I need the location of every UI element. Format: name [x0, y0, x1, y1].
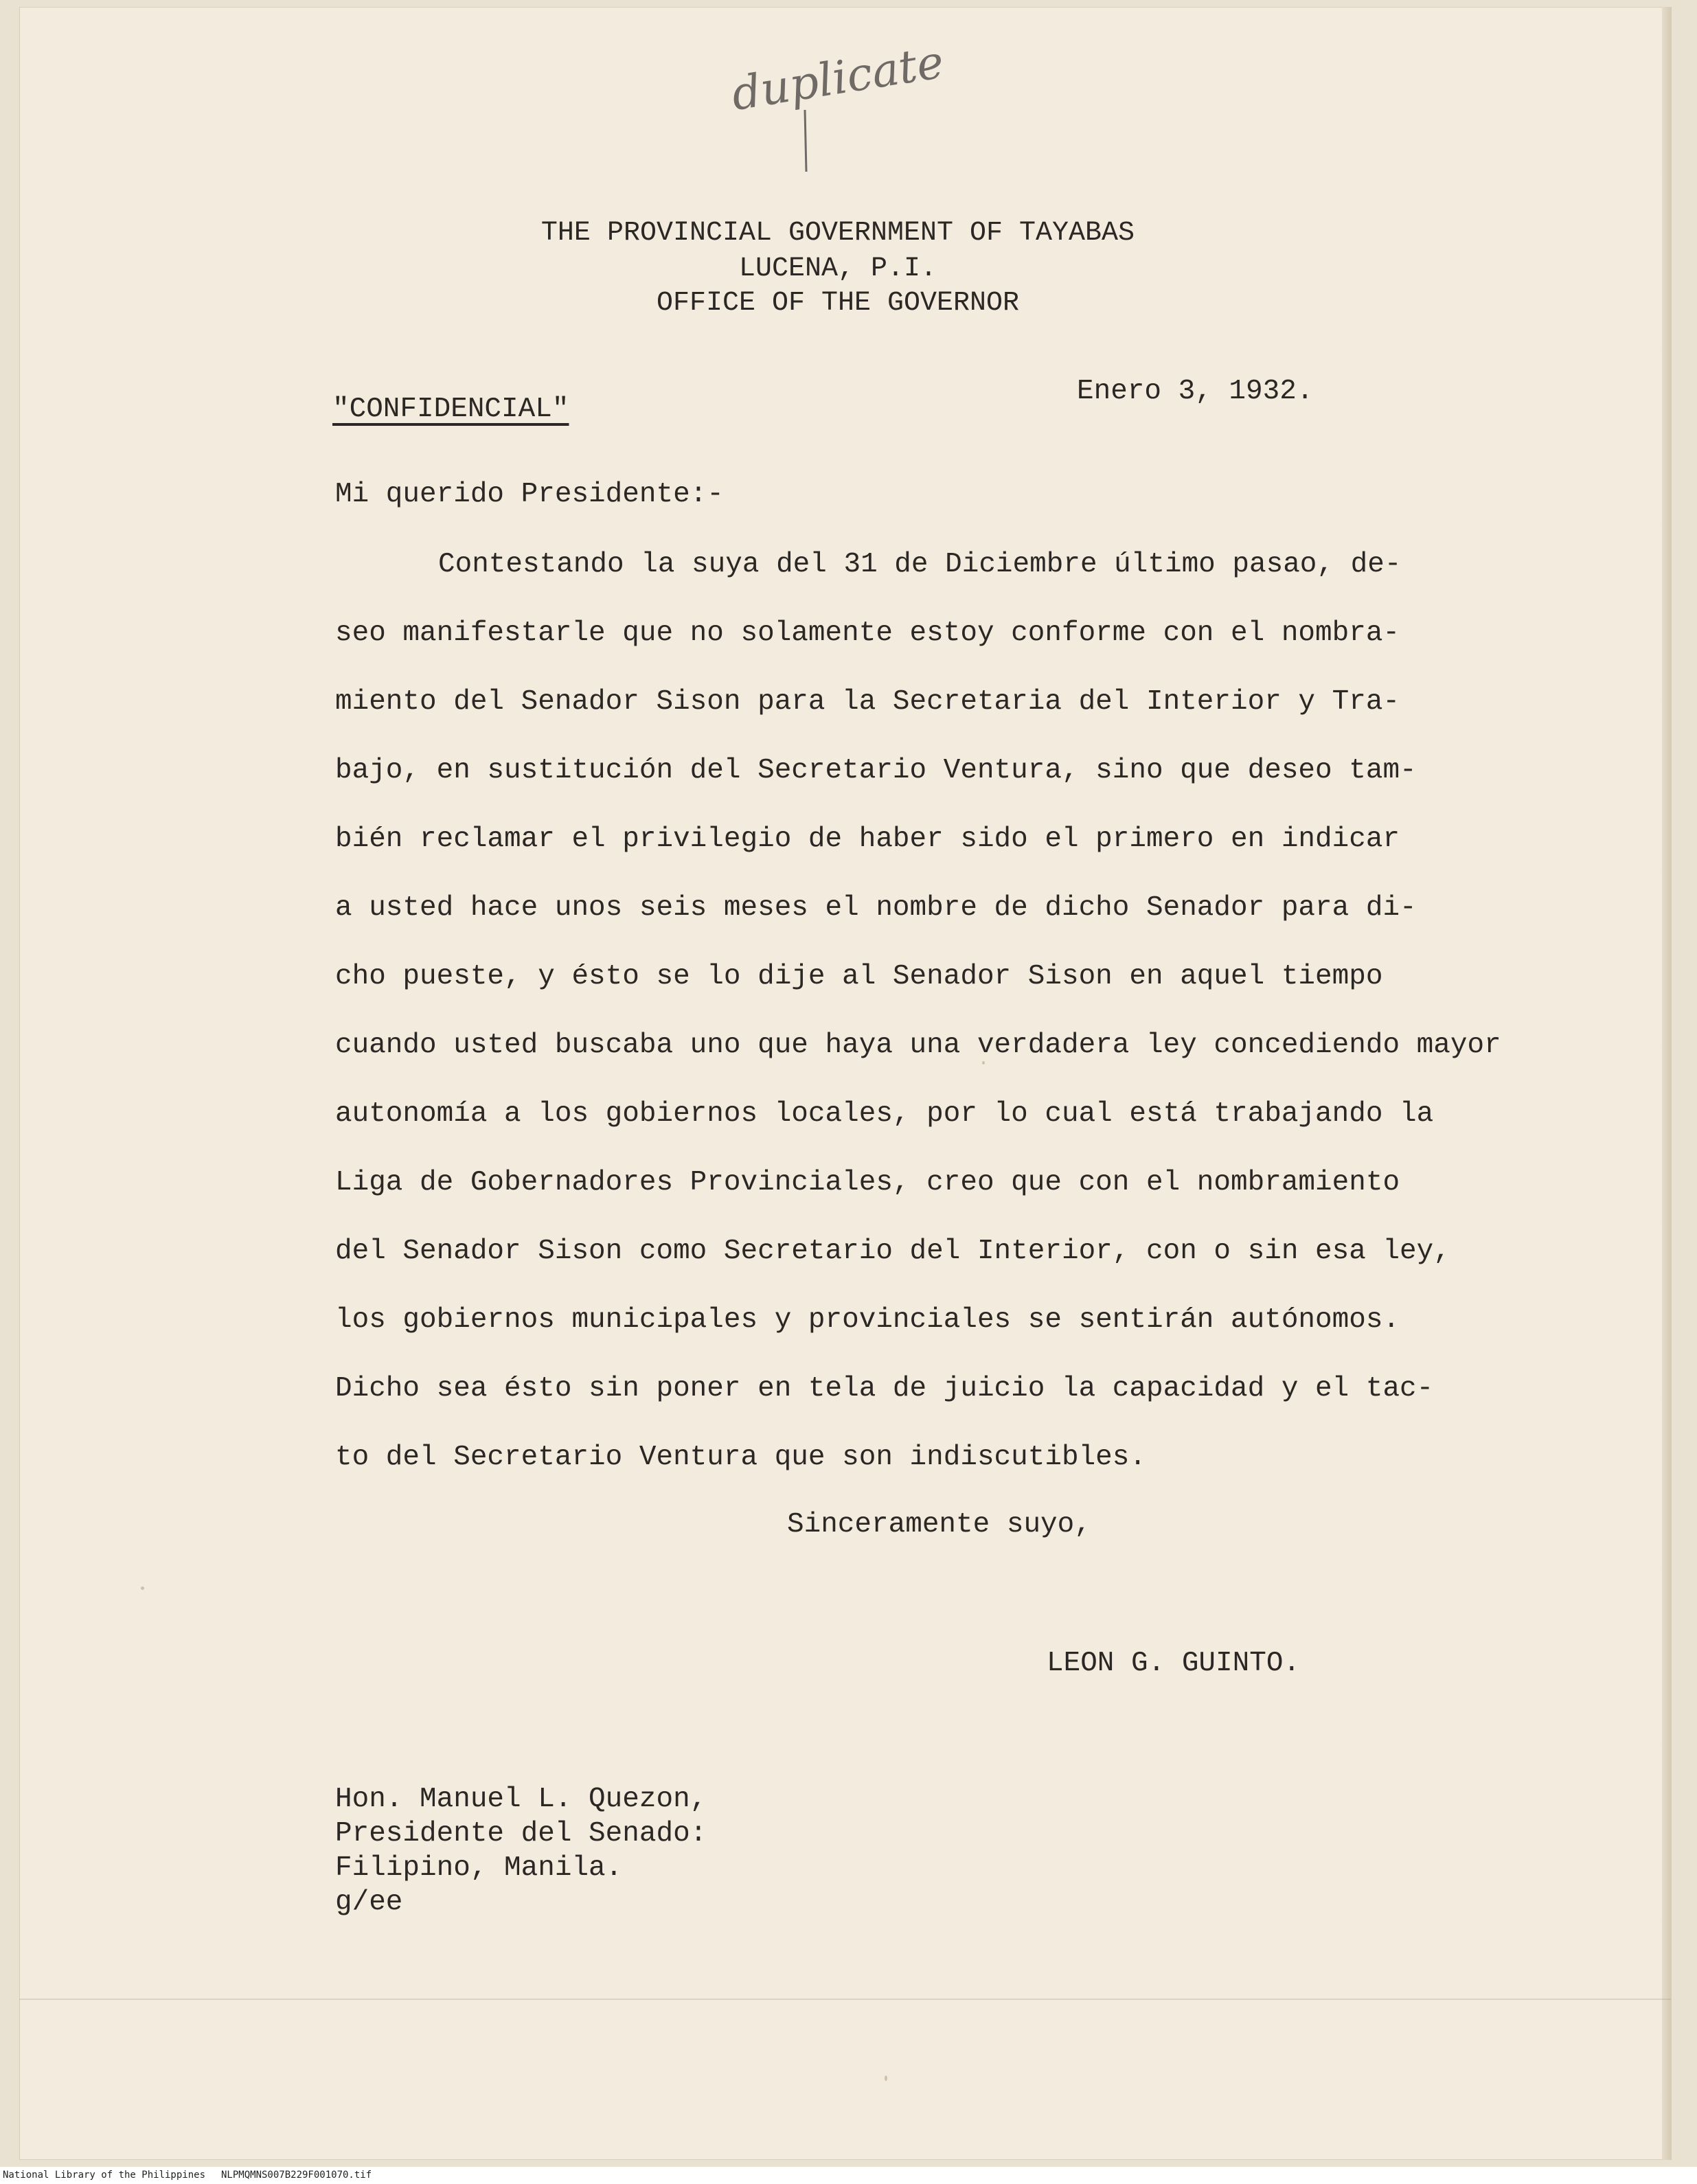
addressee-line-2: Presidente del Senado: [335, 1818, 707, 1850]
addressee-line-3: Filipino, Manila. [335, 1852, 623, 1884]
body-line: miento del Senador Sison para la Secretaria del Interior y Tra- [335, 686, 1400, 718]
handwritten-annotation [728, 35, 948, 185]
body-line: bién reclamar el privilegio de haber sido el primero en indicar [335, 823, 1400, 855]
body-line: cuando usted buscaba uno que haya una verdadera ley concediendo mayor [335, 1030, 1501, 1061]
letter-date: Enero 3, 1932. [1077, 376, 1314, 407]
letter-sheet [19, 7, 1671, 2160]
scan-footer [0, 2167, 1697, 2184]
body-line: Contestando la suya del 31 de Diciembre último pasao, de- [438, 549, 1402, 580]
addressee-line-1: Hon. Manuel L. Quezon, [335, 1784, 707, 1815]
handwriting-stroke [728, 69, 934, 185]
body-line: cho pueste, y ésto se lo dije al Senador Sison en aquel tiempo [335, 961, 1383, 992]
confidential-label: "CONFIDENCIAL" [332, 394, 569, 425]
paper-speck [885, 2075, 887, 2081]
closing: Sinceramente suyo, [787, 1509, 1091, 1540]
letterhead-line-3: OFFICE OF THE GOVERNOR [656, 288, 1020, 319]
body-line: a usted hace unos seis meses el nombre de dicho Senador para di- [335, 892, 1417, 924]
body-line: los gobiernos municipales y provinciales se sentirán autónomos. [335, 1304, 1400, 1336]
paper-fold [19, 1999, 1671, 2000]
footer-library: National Library of the Philippines [3, 2170, 206, 2181]
paper-speck [982, 1061, 985, 1065]
signatory-name: LEON G. GUINTO. [1047, 1648, 1301, 1679]
body-line: to del Secretario Ventura que son indiscutibles. [335, 1442, 1146, 1473]
body-line: seo manifestarle que no solamente estoy conforme con el nombra- [335, 617, 1400, 649]
paper-speck [141, 1586, 144, 1590]
letterhead-line-2: LUCENA, P.I. [738, 253, 937, 284]
salutation: Mi querido Presidente:- [335, 479, 724, 510]
addressee-line-4: g/ee [335, 1887, 403, 1918]
handwritten-duplicate: duplicate [728, 35, 948, 122]
letterhead-line-1: THE PROVINCIAL GOVERNMENT OF TAYABAS [540, 218, 1135, 249]
body-line: Liga de Gobernadores Provinciales, creo que con el nombramiento [335, 1167, 1400, 1198]
body-line: bajo, en sustitución del Secretario Ventura, sino que deseo tam- [335, 755, 1417, 786]
paper-edge [1662, 7, 1672, 2160]
body-line: autonomía a los gobiernos locales, por lo cual está trabajando la [335, 1098, 1434, 1130]
body-line: del Senador Sison como Secretario del Interior, con o sin esa ley, [335, 1236, 1450, 1267]
body-line: Dicho sea ésto sin poner en tela de juicio la capacidad y el tac- [335, 1373, 1434, 1404]
footer-filename: NLPMQMNS007B229F001070.tif [221, 2170, 372, 2181]
